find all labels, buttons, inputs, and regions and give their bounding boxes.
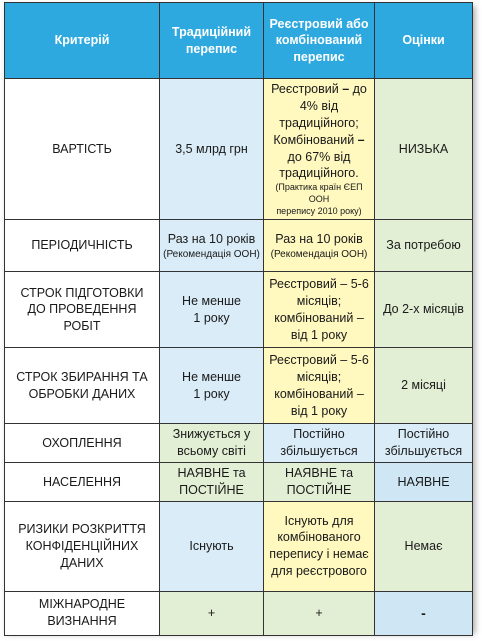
table-row-coverage — [5, 424, 473, 463]
header-row — [5, 3, 473, 79]
cell-registry-preparation: Реєстровий – 5-6 місяців; комбінований – від 1 року — [264, 272, 375, 348]
cell-traditional-coverage: Знижується у всьому світі — [160, 424, 264, 463]
cell-traditional-preparation: Не менше 1 року — [160, 272, 264, 348]
cell-criterion-preparation: СТРОК ПІДГОТОВКИ ДО ПРОВЕДЕННЯ РОБІТ — [5, 272, 160, 348]
cell-rating-population: НАЯВНЕ — [375, 463, 473, 502]
cell-registry-cost: Реєстровий – до 4% від традиційного; Комбінований – до 67% від традиційного. (Практика країн ЄЕП ООН перепису 2010 року) — [264, 79, 375, 220]
header-registry: Реєстровий або комбінований перепис — [264, 3, 375, 79]
cell-rating-cost: НИЗЬКА — [375, 79, 473, 220]
cell-traditional-collection: Не менше 1 року — [160, 348, 264, 424]
cell-registry-coverage: Постійно збільшується — [264, 424, 375, 463]
census-comparison-table — [4, 2, 473, 636]
cell-traditional-cost: 3,5 млрд грн — [160, 79, 264, 220]
table-row-risks — [5, 501, 473, 591]
table-row-cost — [5, 79, 473, 220]
cell-rating-preparation: До 2-х місяців — [375, 272, 473, 348]
cell-rating-risks: Немає — [375, 501, 473, 591]
cell-criterion-coverage: ОХОПЛЕННЯ — [5, 424, 160, 463]
table-row-periodicity — [5, 220, 473, 272]
table-row-collection — [5, 348, 473, 424]
header-traditional: Традиційний перепис — [160, 3, 264, 79]
cell-criterion-population: НАСЕЛЕННЯ — [5, 463, 160, 502]
cell-registry-periodicity: Раз на 10 років (Рекомендація ООН) — [264, 220, 375, 272]
cell-traditional-periodicity: Раз на 10 років (Рекомендація ООН) — [160, 220, 264, 272]
cell-rating-collection: 2 місяці — [375, 348, 473, 424]
cell-rating-periodicity: За потребою — [375, 220, 473, 272]
header-rating: Оцінки — [375, 3, 473, 79]
table-row-preparation — [5, 272, 473, 348]
cell-rating-coverage: Постійно збільшується — [375, 424, 473, 463]
cell-criterion-risks: РИЗИКИ РОЗКРИТТЯ КОНФІДЕНЦІЙНИХ ДАНИХ — [5, 501, 160, 591]
cell-criterion-recognition: МІЖНАРОДНЕ ВИЗНАННЯ — [5, 591, 160, 635]
table-row-population — [5, 463, 473, 502]
cell-criterion-periodicity: ПЕРІОДИЧНІСТЬ — [5, 220, 160, 272]
cell-criterion-collection: СТРОК ЗБИРАННЯ ТА ОБРОБКИ ДАНИХ — [5, 348, 160, 424]
cell-rating-recognition: - — [375, 591, 473, 635]
cell-traditional-recognition: + — [160, 591, 264, 635]
cell-criterion-cost: ВАРТІСТЬ — [5, 79, 160, 220]
cell-traditional-risks: Існують — [160, 501, 264, 591]
comparison-table-card — [4, 2, 472, 630]
cell-registry-population: НАЯВНЕ та ПОСТІЙНЕ — [264, 463, 375, 502]
cell-traditional-population: НАЯВНЕ та ПОСТІЙНЕ — [160, 463, 264, 502]
header-criterion: Критерій — [5, 3, 160, 79]
table-row-recognition — [5, 591, 473, 635]
cell-registry-risks: Існують для комбінованого перепису і немає для реєстрового — [264, 501, 375, 591]
cell-registry-collection: Реєстровий – 5-6 місяців; комбінований – від 1 року — [264, 348, 375, 424]
cell-registry-recognition: + — [264, 591, 375, 635]
